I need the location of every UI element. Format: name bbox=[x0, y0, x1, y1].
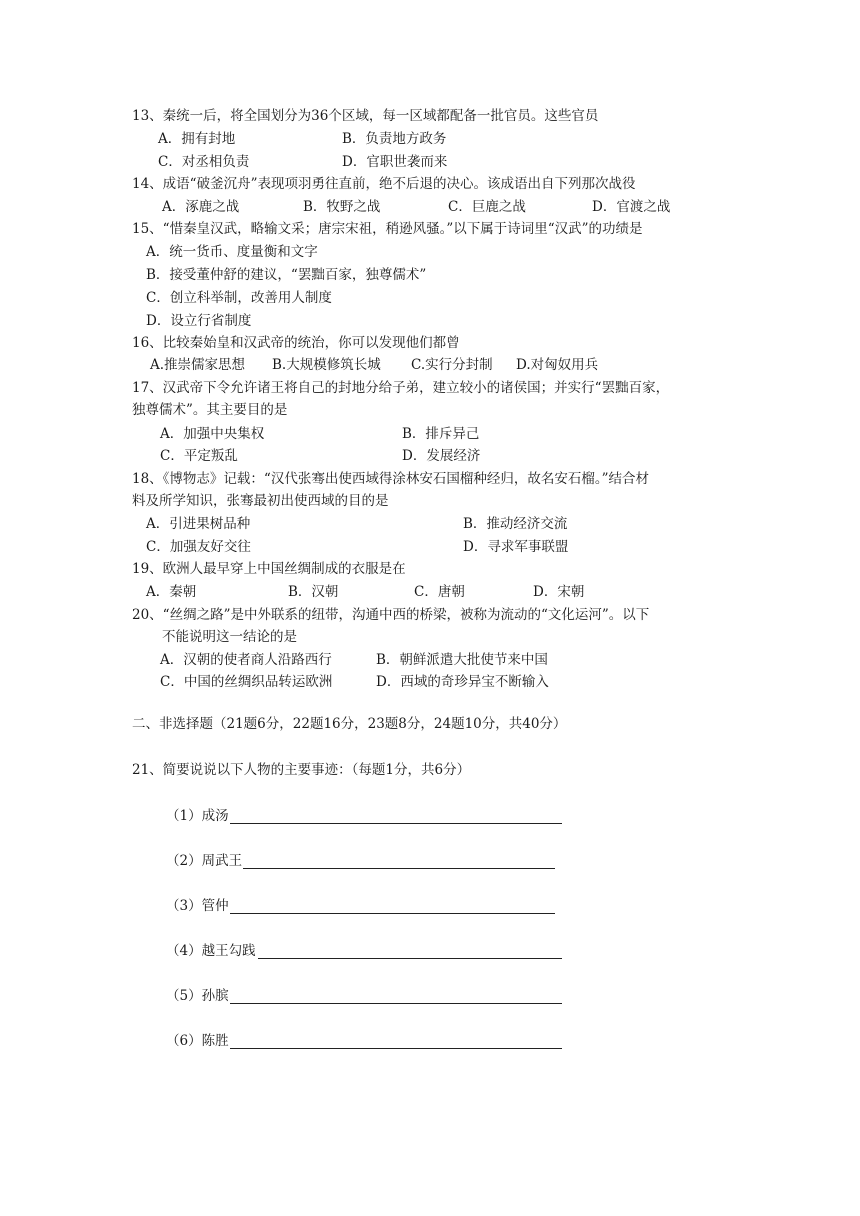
question-18-option-b: B．推动经济交流 bbox=[463, 516, 568, 532]
question-17-option-c: C．平定叛乱 bbox=[160, 448, 238, 464]
question-20-option-d: D．西域的奇珍异宝不断输入 bbox=[376, 674, 549, 690]
question-19-option-b: B．汉朝 bbox=[288, 584, 339, 600]
answer-blank-3[interactable] bbox=[230, 895, 555, 914]
blank-label-1: （1）成汤 bbox=[166, 808, 229, 824]
question-18-stem-cont: 料及所学知识，张骞最初出使西域的目的是 bbox=[132, 493, 389, 509]
question-14-stem: 14、成语“破釜沉舟”表现项羽勇往直前，绝不后退的决心。该成语出自下列那次战役 bbox=[132, 176, 636, 192]
answer-blank-6[interactable] bbox=[230, 1030, 562, 1049]
question-15-option-b: B．接受董仲舒的建议，“罢黜百家，独尊儒术” bbox=[146, 267, 427, 283]
question-13-option-a: A．拥有封地 bbox=[158, 131, 236, 147]
question-16-stem: 16、比较秦始皇和汉武帝的统治，你可以发现他们都曾 bbox=[132, 335, 460, 351]
question-14-option-d: D．官渡之战 bbox=[592, 199, 671, 215]
answer-blank-4[interactable] bbox=[258, 940, 562, 959]
blank-label-4: （4）越王勾践 bbox=[166, 943, 256, 959]
blank-label-2: （2）周武王 bbox=[166, 853, 243, 869]
question-19-option-d: D．宋朝 bbox=[533, 584, 585, 600]
question-20-stem: 20、“丝绸之路”是中外联系的纽带，沟通中西的桥梁，被称为流动的“文化运河”。以下 bbox=[132, 607, 650, 623]
question-15-option-a: A．统一货币、度量衡和文字 bbox=[146, 244, 318, 260]
question-18-option-c: C．加强友好交往 bbox=[146, 539, 251, 555]
question-17-stem: 17、汉武帝下令允许诸王将自己的封地分给子弟，建立较小的诸侯国；并实行“罢黜百家， bbox=[132, 380, 670, 396]
question-18-stem: 18、《博物志》记载：“汉代张骞出使西域得涂林安石国榴种经归，故名安石榴。”结合材 bbox=[132, 471, 649, 487]
question-19-option-a: A．秦朝 bbox=[146, 584, 197, 600]
question-16-option-b: B.大规模修筑长城 bbox=[272, 357, 381, 373]
question-17-stem-cont: 独尊儒术”。其主要目的是 bbox=[132, 402, 288, 418]
blank-label-5: （5）孙膑 bbox=[166, 988, 229, 1004]
answer-blank-1[interactable] bbox=[230, 805, 562, 824]
question-13-stem: 13、秦统一后，将全国划分为36个区域，每一区域都配备一批官员。这些官员 bbox=[132, 108, 599, 124]
question-17-option-b: B．排斥异己 bbox=[402, 426, 480, 442]
question-13-option-d: D．官职世袭而来 bbox=[342, 154, 448, 170]
question-20-option-c: C．中国的丝绸织品转运欧洲 bbox=[160, 674, 333, 690]
blank-label-3: （3）管仲 bbox=[166, 898, 229, 914]
answer-blank-5[interactable] bbox=[230, 985, 562, 1004]
question-17-option-d: D．发展经济 bbox=[402, 448, 481, 464]
question-15-option-c: C．创立科举制，改善用人制度 bbox=[146, 290, 332, 306]
question-13-option-b: B．负责地方政务 bbox=[342, 131, 447, 147]
question-19-stem: 19、欧洲人最早穿上中国丝绸制成的衣服是在 bbox=[132, 561, 406, 577]
question-15-stem: 15、“惜秦皇汉武，略输文采；唐宗宋祖，稍逊风骚。”以下属于诗词里“汉武”的功绩是 bbox=[132, 221, 643, 237]
question-18-option-d: D．寻求军事联盟 bbox=[463, 539, 569, 555]
blank-label-6: （6）陈胜 bbox=[166, 1033, 229, 1049]
question-14-option-a: A．涿鹿之战 bbox=[162, 199, 240, 215]
answer-blank-2[interactable] bbox=[243, 850, 555, 869]
question-14-option-c: C．巨鹿之战 bbox=[448, 199, 526, 215]
section-heading: 二、非选择题（21题6分，22题16分，23题8分，24题10分，共40分） bbox=[132, 716, 567, 732]
question-19-option-c: C．唐朝 bbox=[414, 584, 465, 600]
question-20-option-b: B．朝鲜派遣大批使节来中国 bbox=[376, 652, 548, 668]
question-17-option-a: A．加强中央集权 bbox=[160, 426, 265, 442]
question-20-stem-cont: 不能说明这一结论的是 bbox=[162, 629, 297, 645]
question-18-option-a: A．引进果树品种 bbox=[146, 516, 251, 532]
question-16-option-a: A.推崇儒家思想 bbox=[150, 357, 246, 373]
question-15-option-d: D．设立行省制度 bbox=[146, 313, 252, 329]
question-20-option-a: A．汉朝的使者商人沿路西行 bbox=[160, 652, 332, 668]
question-21-stem: 21、简要说说以下人物的主要事迹：（每题1分，共6分） bbox=[132, 762, 471, 778]
question-14-option-b: B．牧野之战 bbox=[303, 199, 381, 215]
question-16-option-d: D.对匈奴用兵 bbox=[516, 357, 599, 373]
question-13-option-c: C．对丞相负责 bbox=[158, 154, 250, 170]
question-16-option-c: C.实行分封制 bbox=[411, 357, 493, 373]
